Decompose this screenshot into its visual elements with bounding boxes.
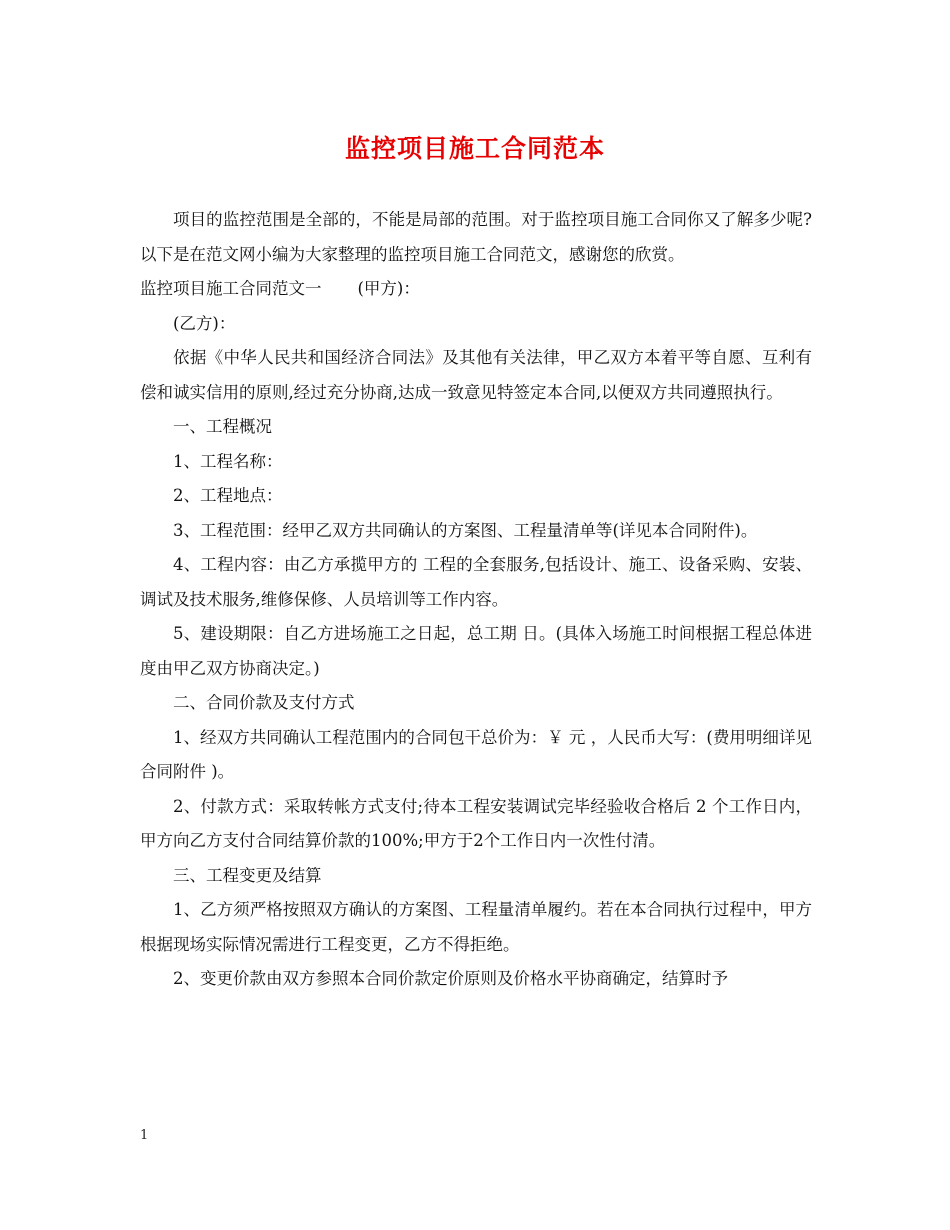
paragraph-sample-heading <box>140 272 812 307</box>
paragraph-intro: 项目的监控范围是全部的，不能是局部的范围。对于监控项目施工合同你又了解多少呢?以下是在范文网小编为大家整理的监控项目施工合同范文，感谢您的欣赏。 <box>140 210 812 264</box>
sample-heading-text: 监控项目施工合同范文一 <box>140 279 322 298</box>
section-heading-overview: 一、工程概况 <box>173 417 272 436</box>
clause-project-location: 2、工程地点： <box>173 486 283 505</box>
paragraph-basis: 依据《中华人民共和国经济合同法》及其他有关法律，甲乙双方本着平等自愿、互利有偿和诚实信用的原则,经过充分协商,达成一致意见特签定本合同,以便双方共同遵照执行。 <box>140 348 812 402</box>
party-a-label: (甲方)： <box>357 279 420 298</box>
section-heading-changes: 三、工程变更及结算 <box>173 865 322 885</box>
clause-project-content: 4、工程内容：由乙方承揽甲方的 工程的全套服务,包括设计、施工、设备采购、安装、调试及技术服务,维修保修、人员培训等工作内容。 <box>140 555 812 609</box>
clause-change-compliance: 1、乙方须严格按照双方确认的方案图、工程量清单履约。若在本合同执行过程中，甲方根据现场实际情况需进行工程变更，乙方不得拒绝。 <box>140 900 812 954</box>
page-number: 1 <box>140 1128 149 1143</box>
document-body <box>140 203 812 997</box>
section-heading-payment: 二、合同价款及支付方式 <box>173 693 355 712</box>
paragraph-party-b: (乙方)： <box>173 313 236 333</box>
clause-contract-price: 1、经双方共同确认工程范围内的合同包干总价为：￥ 元 ，人民币大写：(费用明细详见合同附件 )。 <box>140 727 812 781</box>
clause-change-price: 2、变更价款由双方参照本合同价款定价原则及价格水平协商确定，结算时予 <box>173 969 728 988</box>
clause-construction-period: 5、建设期限：自乙方进场施工之日起，总工期 日。(具体入场施工时间根据工程总体进度由甲乙双方协商决定。) <box>140 624 812 678</box>
clause-payment-method: 2、付款方式：采取转帐方式支付;待本工程安装调试完毕经验收合格后 2 个工作日内，甲方向乙方支付合同结算价款的100%;甲方于2个工作日内一次性付清。 <box>140 796 812 850</box>
document-title: 监控项目施工合同范本 <box>344 134 605 163</box>
clause-project-name: 1、工程名称： <box>173 451 283 471</box>
clause-project-scope: 3、工程范围：经甲乙双方共同确认的方案图、工程量清单等(详见本合同附件)。 <box>173 520 758 540</box>
